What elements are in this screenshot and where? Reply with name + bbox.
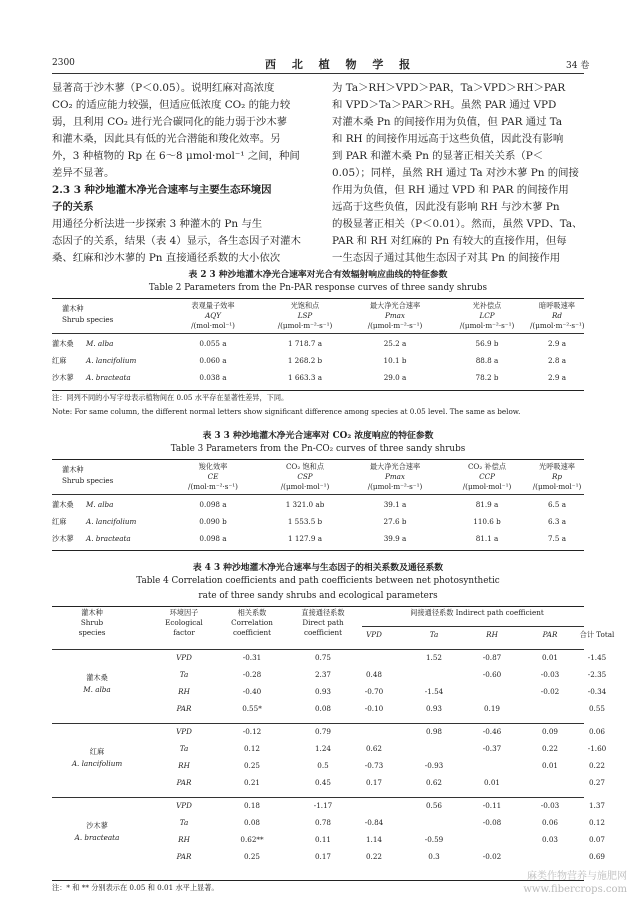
value-cell: -0.03: [540, 670, 560, 679]
table2-caption-en: Table 2 Parameters from the Pn-PAR response curves of three sandy shrubs: [148, 283, 488, 293]
factor-cell: Ta: [179, 818, 189, 827]
value-cell: 1.52: [425, 653, 442, 662]
value-cell: 0.17: [314, 852, 331, 861]
table4-bottom-rule: [52, 880, 584, 881]
value-cell: 0.62: [365, 744, 382, 753]
value-cell: -0.40: [242, 687, 262, 696]
value-cell: 0.22: [588, 761, 605, 770]
value-cell: 0.93: [425, 704, 442, 713]
value-cell: 0.27: [588, 778, 605, 787]
value-cell: -0.02: [482, 852, 502, 861]
table2-caption-cn: 表 2 3 种沙地灌木净光合速率对光合有效辐射响应曲线的特征参数: [188, 270, 448, 280]
value-cell: 0.79: [314, 727, 331, 736]
table3-header: [52, 462, 584, 494]
factor-cell: Ta: [179, 744, 189, 753]
body-right-column: [332, 80, 586, 267]
value-cell: 56.9 b: [475, 339, 499, 348]
header-unit: /(μmol·mol⁻¹): [532, 482, 582, 491]
text-line: 态因子的关系，结果（表 4）显示，各生态因子对灌木: [52, 235, 301, 247]
value-cell: 0.038 a: [199, 373, 227, 382]
text-line: 远高于这些负值，因此没有影响 RH 与沙木蓼 Pn: [332, 201, 560, 213]
value-cell: 1 268.2 b: [287, 356, 323, 365]
header-cn: 相关系数: [237, 608, 267, 617]
factor-cell: VPD: [176, 801, 192, 810]
value-cell: 39.1 a: [383, 500, 407, 509]
value-cell: 1 127.9 a: [287, 534, 322, 543]
text-line: 到 PAR 和灌木桑 Pn 的显著正相关关系（P＜: [332, 150, 544, 162]
text-line: 作用为负值，但 RH 通过 VPD 和 PAR 的间接作用: [332, 184, 569, 196]
watermark: [523, 870, 627, 896]
factor-cell: RH: [178, 761, 190, 770]
value-cell: -0.60: [482, 670, 502, 679]
header-unit: /(μmol·mol⁻¹): [462, 482, 512, 491]
value-cell: 1 553.5 b: [287, 517, 323, 526]
value-cell: -0.87: [482, 653, 502, 662]
value-cell: 1 321.0 ab: [285, 500, 325, 509]
value-cell: 1.24: [314, 744, 331, 753]
value-cell: 110.6 b: [473, 517, 501, 526]
header-cn: 环境因子: [169, 608, 199, 617]
text-line: 差异不显著。: [52, 167, 115, 179]
text-line: 0.05）；同样，虽然 RH 通过 Ta 对沙木蓼 Pn 的间接: [332, 167, 579, 179]
value-cell: 0.19: [483, 704, 500, 713]
text-line: 显著高于沙木蓼（P＜0.05）。说明红麻对高浓度: [52, 82, 275, 94]
value-cell: -0.37: [482, 744, 502, 753]
header-cn: CO₂ 饱和点: [285, 462, 325, 471]
species-name: A. lancifolium: [71, 759, 123, 768]
sub-header: VPD: [366, 630, 382, 639]
species-cn: 灌木桑: [52, 500, 74, 509]
table2-header-rule: [52, 333, 584, 334]
header-cn: 直接通径系数: [301, 608, 345, 617]
value-cell: 0.17: [365, 778, 382, 787]
header-cn: 灌木种: [62, 465, 84, 474]
text-line: PAR 和 RH 对红麻的 Pn 有较大的直接作用，但每: [332, 235, 567, 247]
value-cell: 0.01: [483, 778, 500, 787]
value-cell: 27.6 b: [383, 517, 407, 526]
value-cell: -0.28: [242, 670, 262, 679]
value-cell: -1.60: [587, 744, 607, 753]
value-cell: 0.06: [541, 818, 558, 827]
table2-note-cn: 注：同列不同的小写字母表示植物间在 0.05 水平存在显著性差异，下同。: [52, 393, 289, 402]
value-cell: -0.70: [364, 687, 384, 696]
header-cn: 暗呼吸速率: [539, 301, 575, 310]
value-cell: -0.34: [587, 687, 607, 696]
value-cell: 0.11: [314, 835, 331, 844]
species-name: M. alba: [86, 339, 114, 348]
table2-bottom-rule: [52, 390, 584, 391]
sub-header: PAR: [542, 630, 558, 639]
header-en: AQY: [205, 311, 221, 320]
header-en: coefficient: [232, 628, 272, 637]
sub-header: RH: [486, 630, 498, 639]
species-cn: 红麻: [52, 356, 67, 365]
species-cn: 沙木蓼: [86, 821, 108, 830]
value-cell: 0.22: [365, 852, 382, 861]
header-en: factor: [173, 628, 195, 637]
value-cell: 0.08: [243, 818, 260, 827]
value-cell: -0.12: [242, 727, 262, 736]
journal-title: 西 北 植 物 学 报: [265, 58, 417, 71]
value-cell: -0.31: [242, 653, 262, 662]
header-cn: 光呼吸速率: [539, 462, 575, 471]
indirect-rule: [362, 626, 584, 627]
value-cell: 0.18: [243, 801, 260, 810]
text-line: CO₂ 的适应能力较强，但适应低浓度 CO₂ 的能力较: [52, 99, 291, 111]
header-unit: /(mol·mol⁻¹): [191, 321, 235, 330]
value-cell: 29.0 a: [383, 373, 407, 382]
species-cn: 沙木蓼: [52, 373, 74, 382]
text-line: 一生态因子通过其他生态因子对其 Pn 的间接作用: [332, 252, 561, 264]
value-cell: 0.01: [541, 761, 558, 770]
header-cn: CO₂ 补偿点: [467, 462, 507, 471]
value-cell: 25.2 a: [383, 339, 407, 348]
value-cell: 10.1 b: [383, 356, 407, 365]
value-cell: 0.08: [314, 704, 331, 713]
value-cell: -0.84: [364, 818, 384, 827]
value-cell: 0.09: [541, 727, 558, 736]
value-cell: -0.02: [540, 687, 560, 696]
header-rule: [52, 73, 584, 74]
value-cell: 39.9 a: [383, 534, 407, 543]
species-cn: 沙木蓼: [52, 534, 74, 543]
header-cn: 光饱和点: [290, 301, 320, 310]
value-cell: 0.78: [314, 818, 331, 827]
header-cn: 最大净光合速率: [369, 462, 421, 471]
species-cn: 灌木桑: [86, 673, 108, 682]
header-en: Shrub species: [62, 476, 114, 485]
species-name: A. lancifolium: [86, 356, 137, 365]
text-line: 子的关系: [52, 201, 94, 213]
header-unit: /(μmol·m⁻²·s⁻¹): [367, 321, 423, 330]
table2-body: [52, 337, 584, 389]
factor-cell: RH: [178, 687, 190, 696]
text-line: 2.3 3 种沙地灌木净光合速率与主要生态环境因: [52, 184, 272, 196]
watermark-line1: 麻类作物营养与施肥网: [527, 871, 627, 882]
group-rule: [52, 797, 584, 798]
value-cell: 2.37: [314, 670, 331, 679]
table2-top-rule: [52, 298, 584, 299]
header-en: Correlation: [231, 618, 273, 627]
value-cell: -2.35: [587, 670, 607, 679]
value-cell: -0.11: [482, 801, 502, 810]
text-line: 用通径分析法进一步探索 3 种灌木的 Pn 与生: [52, 218, 263, 230]
table3-caption-cn: 表 3 3 种沙地灌木净光合速率对 CO₂ 浓度响应的特征参数: [202, 431, 434, 441]
species-cn: 灌木桑: [52, 339, 74, 348]
value-cell: 0.5: [317, 761, 329, 770]
species-name: M. alba: [83, 685, 111, 694]
header-en: Rd: [551, 311, 562, 320]
value-cell: 88.8 a: [475, 356, 499, 365]
text-line: 和 RH 的间接作用远高于这些负值，因此没有影响: [332, 133, 564, 145]
header-cn: 灌木种: [81, 608, 103, 617]
header-en: CSP: [297, 472, 313, 481]
value-cell: 0.098 a: [199, 500, 227, 509]
value-cell: 81.9 a: [475, 500, 499, 509]
table3-top-rule: [52, 459, 584, 460]
header-unit: /(μmol·m⁻²·s⁻¹): [459, 321, 515, 330]
value-cell: 0.25: [243, 852, 260, 861]
value-cell: 0.06: [588, 727, 605, 736]
text-line: 为 Ta＞RH＞VPD＞PAR，Ta＞VPD＞RH＞PAR: [332, 82, 566, 94]
value-cell: 7.5 a: [547, 534, 566, 543]
value-cell: -0.93: [424, 761, 444, 770]
value-cell: 0.3: [428, 852, 440, 861]
value-cell: 0.090 b: [199, 517, 227, 526]
header-unit: /(μmol·m⁻²·s⁻¹): [367, 482, 423, 491]
value-cell: -0.03: [540, 801, 560, 810]
table4-header: [52, 608, 615, 648]
header-cn: 最大净光合速率: [369, 301, 421, 310]
header-en: LCP: [479, 311, 495, 320]
header-en: Pmax: [385, 311, 405, 320]
header-cn: 表观量子效率: [191, 301, 235, 310]
value-cell: -1.17: [313, 801, 333, 810]
table3-caption-en: Table 3 Parameters from the Pn-CO₂ curves of three sandy shrubs: [170, 444, 466, 454]
value-cell: -1.45: [587, 653, 607, 662]
species-name: A. bracteata: [74, 833, 120, 842]
value-cell: 0.03: [541, 835, 558, 844]
value-cell: 0.98: [425, 727, 442, 736]
value-cell: 0.25: [243, 761, 260, 770]
value-cell: 0.12: [588, 818, 605, 827]
value-cell: 0.055 a: [199, 339, 227, 348]
table4-caption-en1: Table 4 Correlation coefficients and path coefficients between net photosynthetic: [136, 576, 500, 586]
text-line: 桑、红麻和沙木蓼的 Pn 直接通径系数的大小依次: [52, 252, 281, 264]
table3-header-rule: [52, 494, 584, 495]
value-cell: 0.07: [588, 835, 605, 844]
value-cell: 0.62: [425, 778, 442, 787]
table3-body: [52, 498, 584, 550]
page-number: 2300: [52, 58, 75, 68]
table3-bottom-rule: [52, 550, 584, 551]
factor-cell: RH: [178, 835, 190, 844]
table4-caption-en2: rate of three sandy shrubs and ecological parameters: [198, 591, 438, 601]
value-cell: 0.55*: [242, 704, 262, 713]
header-indirect: 间接通径系数 Indirect path coefficient: [410, 608, 544, 617]
factor-cell: VPD: [176, 727, 192, 736]
value-cell: 0.12: [243, 744, 260, 753]
value-cell: 1.14: [365, 835, 382, 844]
value-cell: 2.8 a: [547, 356, 566, 365]
header-cn: 羧化效率: [198, 462, 228, 471]
table2-header: [52, 301, 584, 333]
species-name: M. alba: [86, 500, 114, 509]
body-left-column: [52, 80, 314, 267]
value-cell: 2.9 a: [547, 373, 566, 382]
value-cell: 0.75: [314, 653, 331, 662]
factor-cell: PAR: [176, 852, 192, 861]
header-en: LSP: [297, 311, 313, 320]
value-cell: -0.46: [482, 727, 502, 736]
value-cell: 2.9 a: [547, 339, 566, 348]
value-cell: -0.73: [364, 761, 384, 770]
value-cell: 0.21: [243, 778, 260, 787]
value-cell: 0.69: [588, 852, 605, 861]
value-cell: 0.48: [365, 670, 382, 679]
table2-note-en: Note: For same column, the different normal letters show significant difference among species at 0.05 level. The same as below.: [52, 407, 521, 416]
header-unit: /(μmol·m⁻²·s⁻¹): [530, 321, 585, 330]
header-en: CE: [207, 472, 219, 481]
text-line: 和灌木桑，因此具有低的光合潜能和羧化效率。另: [52, 133, 281, 145]
header-en: species: [78, 628, 106, 637]
group-rule: [52, 723, 584, 724]
header-en: Shrub species: [62, 315, 114, 324]
value-cell: 78.2 b: [475, 373, 499, 382]
table4-note-cn: 注：* 和 ** 分别表示在 0.05 和 0.01 水平上显著。: [52, 883, 219, 892]
sub-header: Ta: [429, 630, 439, 639]
value-cell: 0.098 a: [199, 534, 227, 543]
factor-cell: Ta: [179, 670, 189, 679]
value-cell: -0.08: [482, 818, 502, 827]
header-cn: 灌木种: [62, 304, 84, 313]
value-cell: 0.45: [314, 778, 331, 787]
factor-cell: VPD: [176, 653, 192, 662]
value-cell: -0.10: [364, 704, 384, 713]
species-name: A. lancifolium: [86, 517, 137, 526]
species-name: A. bracteata: [86, 373, 131, 382]
header-unit: /(mol·m⁻²·s⁻¹): [188, 482, 238, 491]
table4-header-rule: [52, 649, 584, 650]
value-cell: 0.56: [425, 801, 442, 810]
text-line: 弱，且利用 CO₂ 进行光合碳同化的能力弱于沙木蓼: [52, 116, 288, 128]
value-cell: -0.59: [424, 835, 444, 844]
species-cn: 红麻: [52, 517, 67, 526]
value-cell: 1.37: [588, 801, 605, 810]
value-cell: -1.54: [424, 687, 444, 696]
watermark-line2: www.fibercrops.com: [523, 884, 627, 895]
value-cell: 0.62**: [240, 835, 264, 844]
value-cell: 81.1 a: [475, 534, 499, 543]
table4-top-rule: [52, 606, 584, 607]
text-line: 和 VPD＞Ta＞PAR＞RH。虽然 PAR 通过 VPD: [332, 99, 557, 111]
value-cell: 6.5 a: [547, 500, 566, 509]
volume-label: 34 卷: [566, 61, 590, 71]
value-cell: 0.01: [541, 653, 558, 662]
header-cn: 光补偿点: [472, 301, 502, 310]
species-cn: 红麻: [89, 747, 105, 756]
header-unit: /(μmol·mol⁻¹): [280, 482, 330, 491]
table4-body: [52, 651, 607, 875]
value-cell: 0.93: [314, 687, 331, 696]
header-en: Rp: [551, 472, 562, 481]
value-cell: 6.3 a: [547, 517, 566, 526]
factor-cell: PAR: [176, 704, 192, 713]
value-cell: 0.55: [588, 704, 605, 713]
header-unit: /(μmol·m⁻²·s⁻¹): [277, 321, 333, 330]
header-en: Ecological: [165, 618, 203, 627]
value-cell: 0.22: [541, 744, 558, 753]
factor-cell: PAR: [176, 778, 192, 787]
sub-header: 合计 Total: [579, 630, 615, 639]
table4-caption-cn: 表 4 3 种沙地灌木净光合速率与生态因子的相关系数及通径系数: [192, 563, 444, 573]
value-cell: 1 663.3 a: [287, 373, 322, 382]
value-cell: 0.060 a: [199, 356, 227, 365]
species-name: A. bracteata: [86, 534, 131, 543]
text-line: 的极显著正相关（P＜0.01）。然而，虽然 VPD、Ta、: [332, 218, 583, 230]
header-en: Shrub: [80, 618, 104, 627]
text-line: 对灌木桑 Pn 的间接作用为负值，但 PAR 通过 Ta: [332, 116, 563, 128]
value-cell: 1 718.7 a: [287, 339, 322, 348]
header-en: Direct path: [302, 618, 344, 627]
header-en: CCP: [479, 472, 495, 481]
header-en: coefficient: [303, 628, 343, 637]
header-en: Pmax: [385, 472, 405, 481]
text-line: 外，3 种植物的 Rp 在 6～8 μmol·mol⁻¹ 之间，种间: [52, 150, 300, 162]
